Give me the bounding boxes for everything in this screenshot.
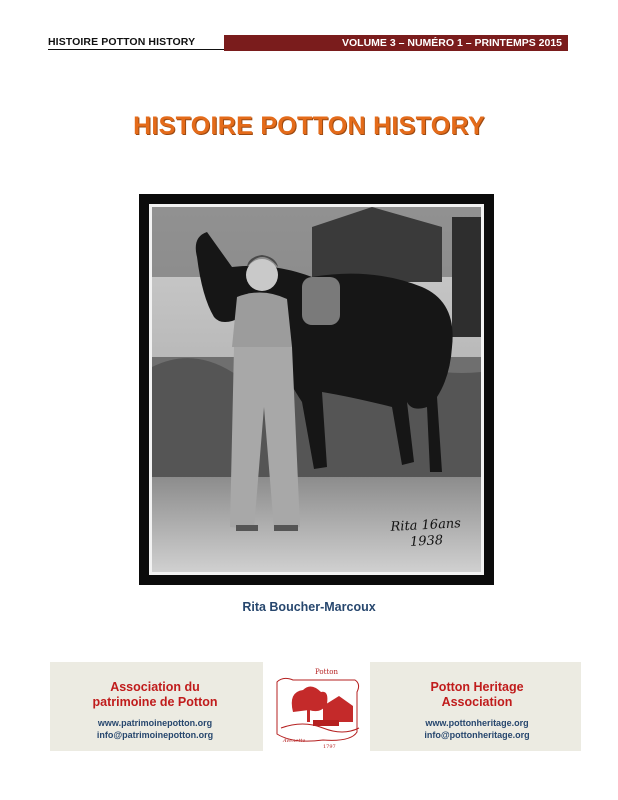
website-link-en[interactable]: www.pottonheritage.org: [425, 718, 529, 728]
footer-panel: [50, 662, 581, 751]
org-name-en-line1: Potton Heritage: [430, 680, 524, 694]
footer-french-association: [50, 662, 260, 751]
cover-photo: [149, 204, 484, 575]
email-link-fr[interactable]: info@patrimoinepotton.org: [96, 730, 214, 740]
running-header-title: HISTOIRE POTTON HISTORY: [48, 36, 196, 48]
website-link-fr[interactable]: www.patrimoinepotton.org: [97, 718, 213, 728]
org-name-fr-line2: patrimoine de Potton: [92, 695, 218, 709]
logo-text-year: 1797: [323, 744, 336, 750]
footer-english-association: [373, 662, 581, 751]
org-name-fr-line1: Association du: [110, 680, 200, 694]
org-name-en-line2: Association: [441, 695, 513, 709]
cover-photo-frame: [139, 194, 494, 585]
caption-year: 1938: [409, 533, 444, 550]
photo-handwritten-caption: [390, 516, 462, 552]
caption-name: Rita 16ans: [389, 516, 461, 535]
email-link-en[interactable]: info@pottonheritage.org: [424, 730, 530, 740]
issue-banner: VOLUME 3 – NUMÉRO 1 – PRINTEMPS 2015: [224, 35, 568, 51]
photo-subject-name: Rita Boucher-Marcoux: [242, 600, 376, 614]
association-logo: [263, 662, 370, 751]
logo-text-top: Potton: [315, 668, 338, 676]
logo-drawing: [263, 662, 370, 751]
logo-text-left: Avenette: [283, 738, 306, 744]
header-rule: [48, 49, 224, 50]
page-title: HISTOIRE POTTON HISTORY: [133, 112, 485, 140]
